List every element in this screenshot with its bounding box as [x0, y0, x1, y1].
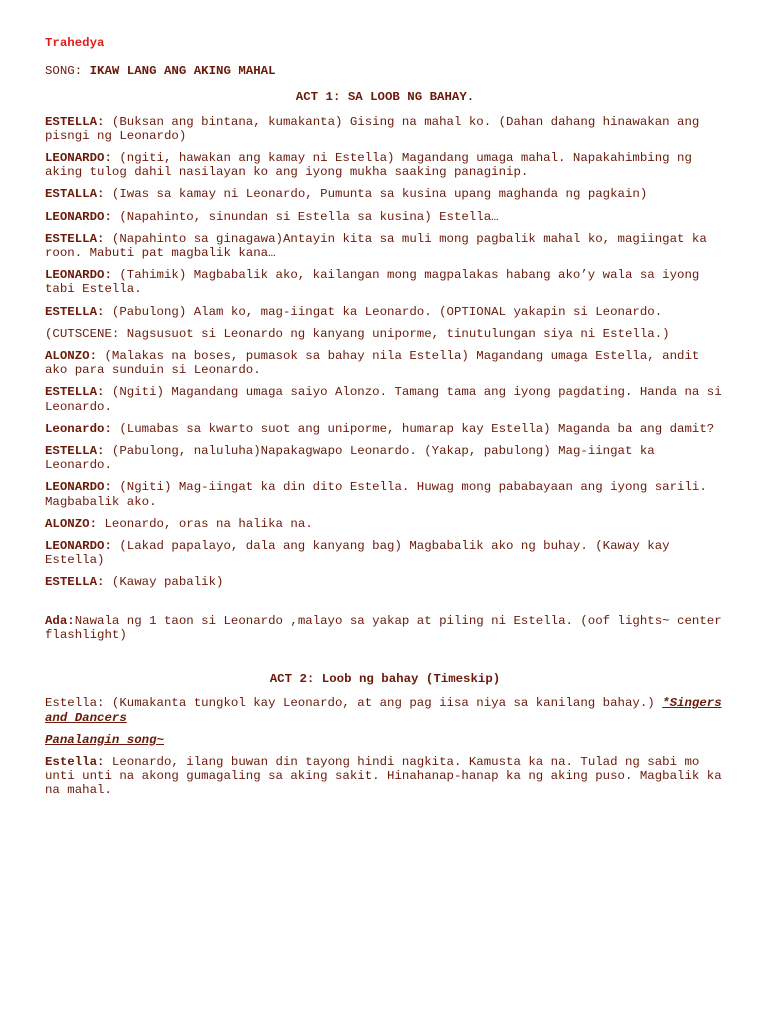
song-cue: Panalangin song~ [45, 732, 164, 747]
dialogue-line [45, 575, 725, 589]
dialogue-text: (Malakas na boses, pumasok sa bahay nila Estella) Magandang umaga Estella, andit ako para sunduin si Leonardo. [45, 349, 700, 378]
speaker-name: ESTELLA: [45, 231, 105, 246]
speaker-name: ESTELLA: [45, 385, 105, 400]
speaker-name: ESTALLA: [45, 187, 105, 202]
dialogue-text: Estella: (Kumakanta tungkol kay Leonardo, at ang pag iisa niya sa kanilang bahay.) [45, 696, 663, 711]
song-label: SONG: [45, 64, 83, 79]
dialogue-text: (Iwas sa kamay ni Leonardo, Pumunta sa kusina upang maghanda ng pagkain) [104, 187, 648, 202]
song-name: IKAW LANG ANG AKING MAHAL [89, 64, 276, 79]
dialogue-text: (Buksan ang bintana, kumakanta) Gising na mahal ko. (Dahan dahang hinawakan ang pisngi ng Leonardo) [45, 114, 700, 143]
act2-heading: ACT 2: Loob ng bahay (Timeskip) [269, 672, 501, 687]
dialogue-text: (Tahimik) Magbabalik ako, kailangan mong magpalakas habang ako’y wala sa iyong tabi Estella. [45, 268, 700, 297]
speaker-name: ALONZO: [45, 516, 98, 531]
dialogue-text: (Lakad papalayo, dala ang kanyang bag) Magbabalik ako ng buhay. (Kaway kay Estella) [45, 539, 670, 568]
song-line [45, 64, 725, 78]
speaker-name: LEONARDO: [45, 268, 112, 283]
dialogue-text: (Ngiti) Magandang umaga saiyo Alonzo. Tamang tama ang iyong pagdating. Handa na si Leonardo. [45, 385, 722, 414]
dialogue-text: (Kaway pabalik) [104, 575, 224, 590]
act1-heading: ACT 1: SA LOOB NG BAHAY. [295, 90, 475, 105]
dialogue-text: (CUTSCENE: Nagsusuot si Leonardo ng kanyang uniporme, tinutulungan siya ni Estella.) [45, 326, 670, 341]
dialogue-line [45, 349, 725, 377]
speaker-name: Estella: [45, 754, 105, 769]
act1-dialogue [45, 115, 725, 590]
dialogue-text: Leonardo, ilang buwan din tayong hindi nagkita. Kamusta ka na. Tulad ng sabi mo unti unti na akong gumagaling sa aking sakit. Hinahanap-hanap ka ng aking puso. Magbalik ka na mahal. [45, 754, 722, 798]
dialogue-text: Nawala ng 1 taon si Leonardo ,malayo sa yakap at piling ni Estella. (oof lights~ center flashlight) [45, 613, 722, 642]
panalangin-song [45, 733, 725, 747]
act2-intro [45, 696, 725, 724]
dialogue-text: (Napahinto sa ginagawa)Antayin kita sa muli mong pagbalik mahal ko, magiingat ka roon. Mabuti pat magbalik kana… [45, 231, 707, 261]
speaker-name: LEONARDO: [45, 209, 112, 224]
dialogue-text: (Napahinto, sinundan si Estella sa kusina) Estella… [111, 209, 499, 224]
speaker-name: ESTELLA: [45, 304, 105, 319]
dialogue-line [45, 517, 725, 531]
speaker-name: Leonardo: [45, 421, 112, 436]
dialogue-line [45, 539, 725, 567]
dialogue-line [45, 187, 725, 201]
speaker-name: ESTELLA: [45, 114, 105, 129]
speaker-name: ALONZO: [45, 349, 98, 364]
act2-line [45, 755, 725, 798]
singers-note: *Singers and Dancers [45, 696, 722, 725]
dialogue-line [45, 305, 725, 319]
dialogue-line [45, 151, 725, 179]
narration-ada [45, 614, 725, 642]
dialogue-text: Leonardo, oras na halika na. [97, 516, 313, 531]
dialogue-line [45, 480, 725, 508]
dialogue-text: (ngiti, hawakan ang kamay ni Estella) Magandang umaga mahal. Napakahimbing ng aking tulog dahil nasilayan ko ang iyong mukha saaking panaginip. [45, 151, 692, 180]
dialogue-line [45, 385, 725, 413]
dialogue-line [45, 210, 725, 224]
speaker-name: LEONARDO: [45, 539, 112, 554]
dialogue-line [45, 444, 725, 472]
speaker-name: ESTELLA: [45, 575, 105, 590]
dialogue-line [45, 115, 725, 143]
document-title: Trahedya [45, 36, 105, 50]
dialogue-line [45, 268, 725, 296]
dialogue-text: (Ngiti) Mag-iingat ka din dito Estella. Huwag mong pababayaan ang iyong sarili. Magbabalik ako. [45, 480, 707, 509]
dialogue-line [45, 422, 725, 436]
document-page [45, 36, 725, 806]
speaker-name: ESTELLA: [45, 444, 105, 459]
speaker-name: LEONARDO: [45, 151, 112, 166]
dialogue-text: (Pabulong) Alam ko, mag-iingat ka Leonardo. (OPTIONAL yakapin si Leonardo. [104, 304, 663, 319]
dialogue-text: (Lumabas sa kwarto suot ang uniporme, humarap kay Estella) Maganda ba ang damit? [111, 421, 715, 436]
speaker-name: LEONARDO: [45, 480, 112, 495]
speaker-name: Ada: [45, 613, 75, 628]
dialogue-line [45, 327, 725, 341]
dialogue-text: (Pabulong, naluluha)Napakagwapo Leonardo. (Yakap, pabulong) Mag-iingat ka Leonardo. [45, 444, 655, 473]
dialogue-line [45, 232, 725, 260]
